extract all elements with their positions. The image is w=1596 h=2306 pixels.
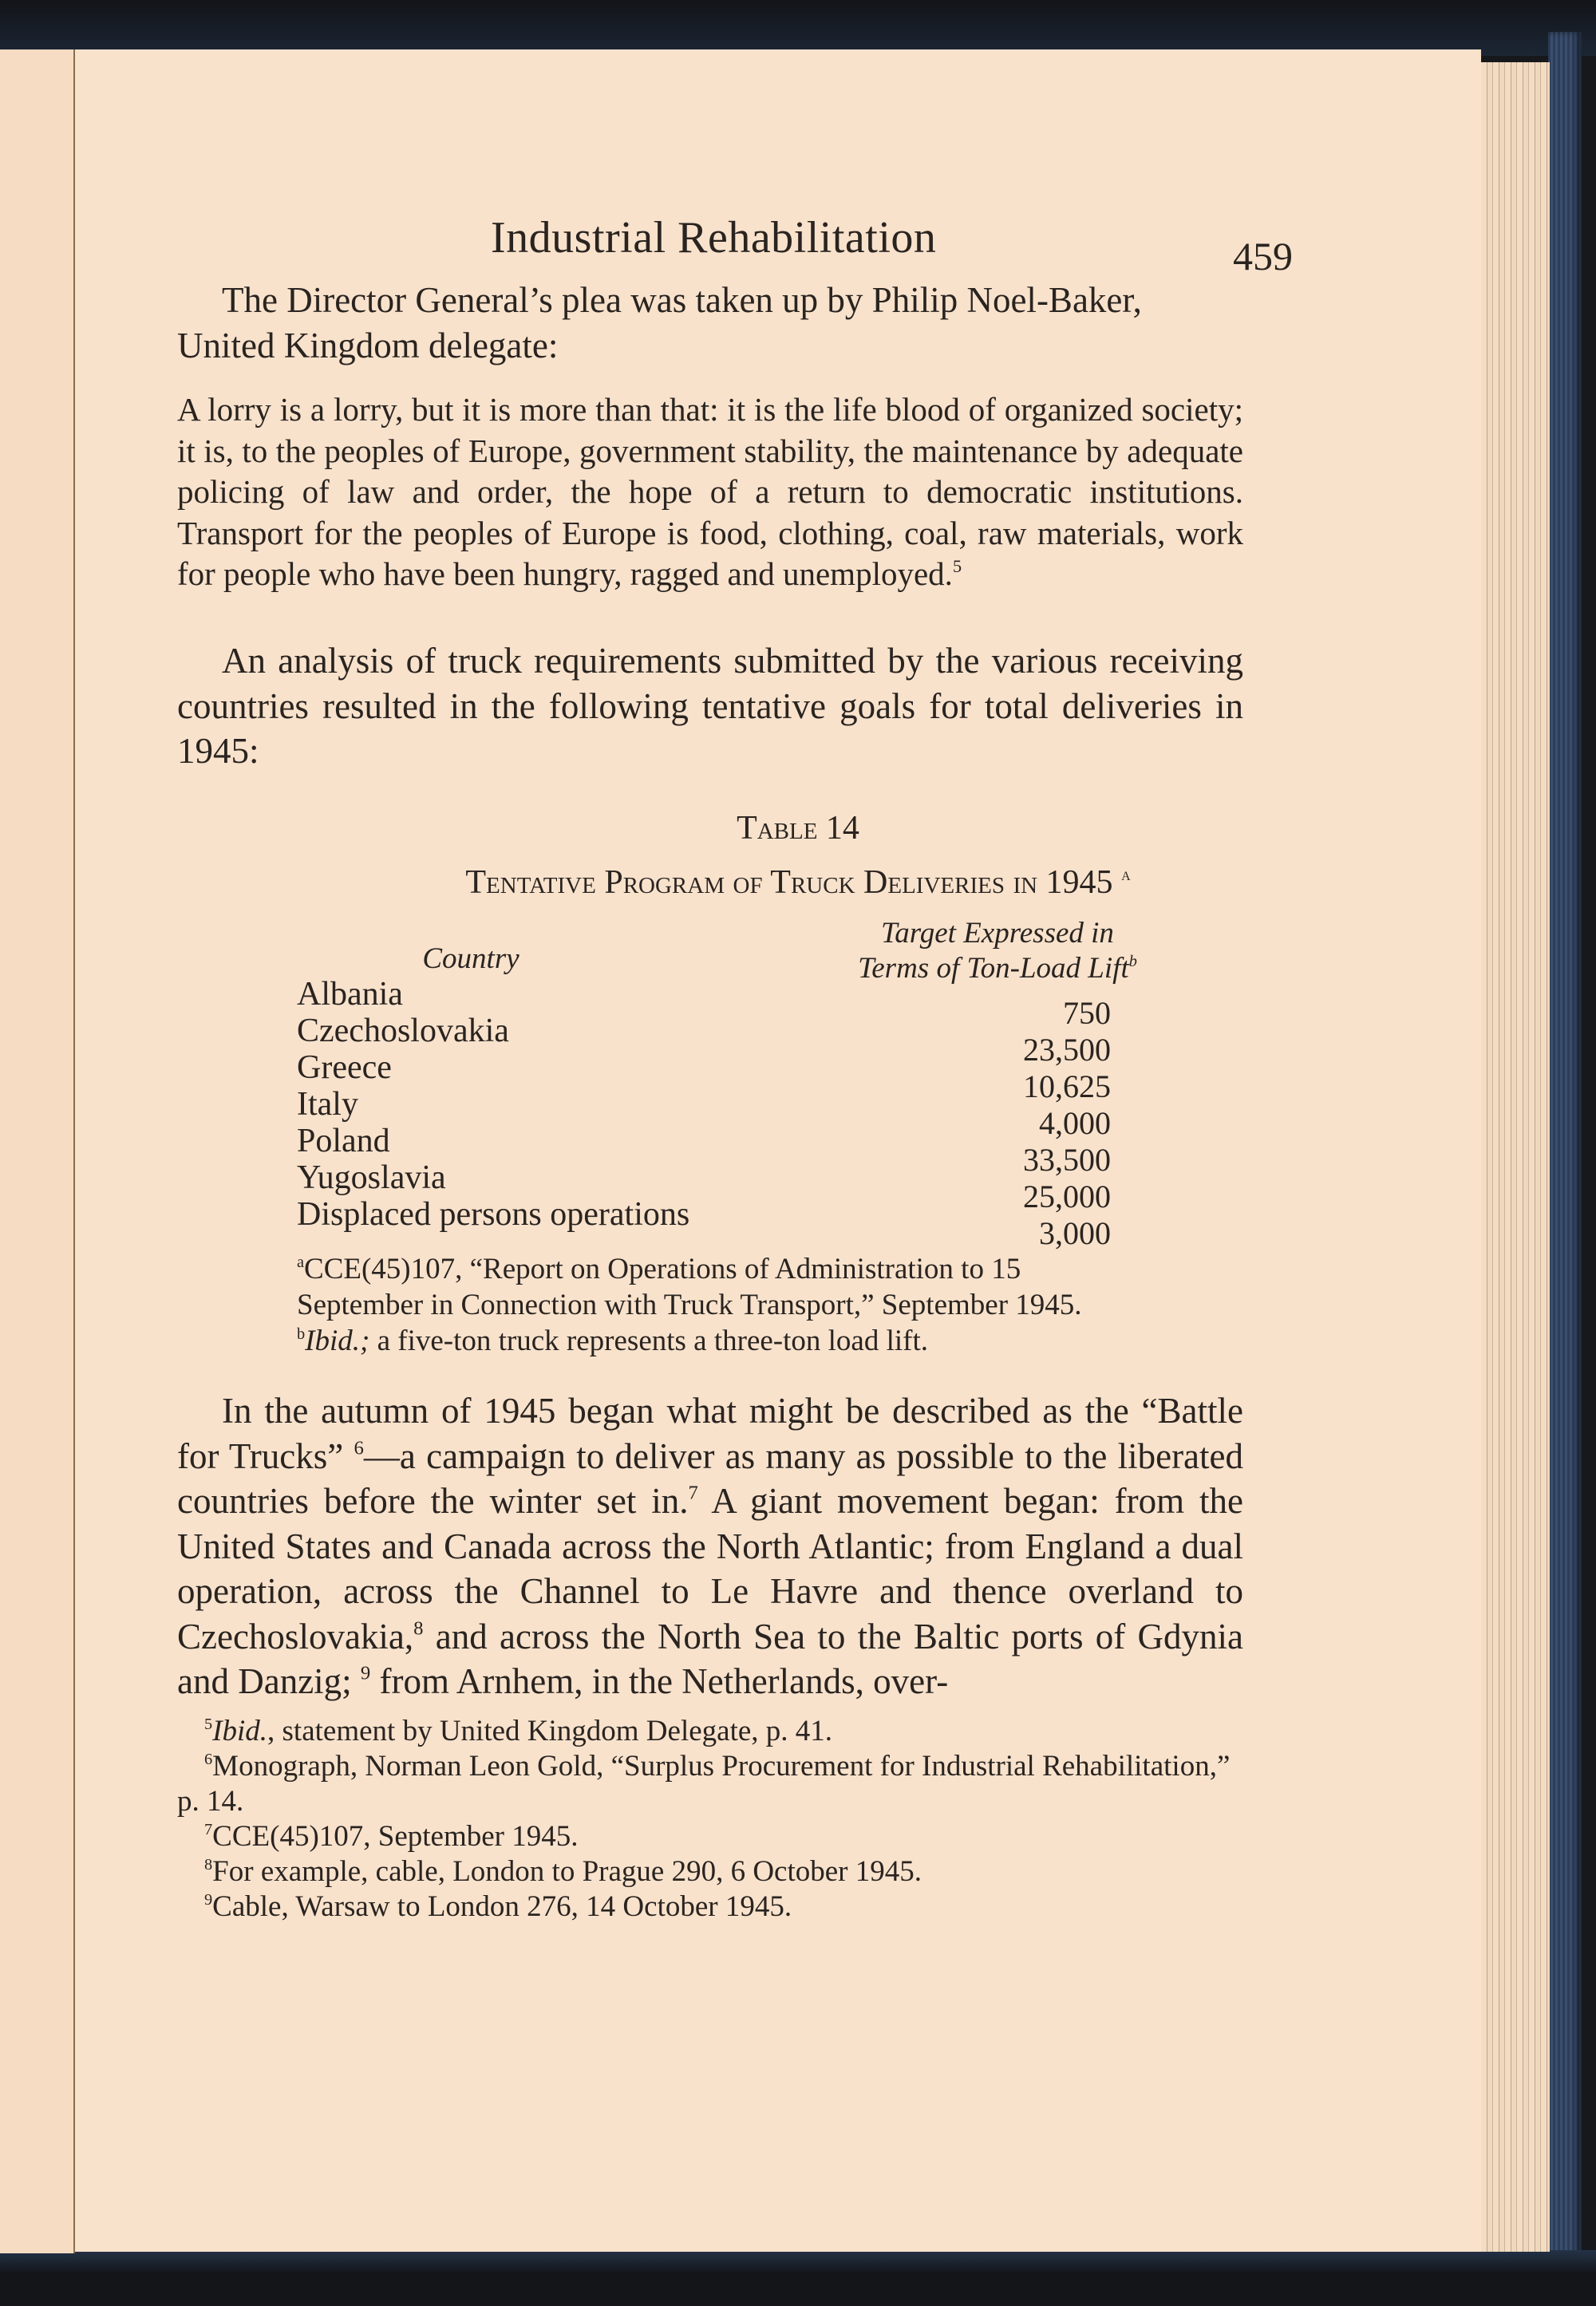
country-cell: Czechoslovakia xyxy=(297,1013,509,1049)
footnote-number: 5 xyxy=(204,1715,213,1733)
column-header-country: Country xyxy=(422,942,519,975)
target-cell: 750 xyxy=(1063,995,1111,1031)
table-title-note: a xyxy=(1121,863,1131,884)
footnote-9 xyxy=(177,1889,1238,1925)
footnote-italic: Ibid. xyxy=(212,1715,268,1747)
footnote-5 xyxy=(177,1714,1238,1749)
table-note-mark: a xyxy=(297,1253,305,1271)
page-number: 459 xyxy=(1233,234,1293,278)
battle-text: A giant movement began: from the United States and Canada across the North Atlantic; from England a dual operation, across the Channel to Le Havre and thence overland to Czechoslovakia, xyxy=(177,1481,1243,1656)
footnote-ref-8: 8 xyxy=(413,1617,424,1640)
country-cell: Displaced persons operations xyxy=(297,1196,690,1233)
page-edges-stack xyxy=(1481,62,1550,2252)
intro-line-2: United Kingdom delegate: xyxy=(177,325,559,365)
footnote-number: 7 xyxy=(204,1820,213,1838)
table-note-a xyxy=(273,1251,1119,1323)
table-notes xyxy=(273,1251,1119,1359)
book-cover-bottom xyxy=(0,2250,1596,2306)
table-title xyxy=(0,863,1596,902)
facing-page-edge xyxy=(0,49,75,2253)
footnote-text: CCE(45)107, September 1945. xyxy=(212,1820,579,1853)
footnote-text: , statement by United Kingdom Delegate, p. 41. xyxy=(267,1715,833,1747)
battle-text: —a campaign to deliver as many as possible to the liberated countries before the winter set in. xyxy=(177,1435,1244,1521)
book-cover-top xyxy=(0,0,1596,56)
country-cell: Poland xyxy=(297,1123,390,1159)
table-row xyxy=(297,1159,1111,1214)
footnote-ref-5: 5 xyxy=(952,556,962,577)
battle-paragraph xyxy=(177,1388,1243,1704)
footnote-7 xyxy=(177,1819,1238,1854)
footnote-ref-9: 9 xyxy=(360,1662,371,1684)
footnote-text: Cable, Warsaw to London 276, 14 October 1945. xyxy=(212,1890,792,1923)
block-quote xyxy=(177,389,1243,595)
battle-text: In the autumn of 1945 began what might be described as the “Battle for Trucks” xyxy=(177,1391,1243,1476)
table-title-text: Tentative Program of Truck Deliveries in 1945 xyxy=(465,864,1113,901)
running-head-title: Industrial Rehabilitation xyxy=(491,213,937,263)
target-cell: 4,000 xyxy=(1039,1105,1111,1141)
quote-text: A lorry is a lorry, but it is more than that: it is the life blood of organized society; it is, to the peoples of Europe, government stability, the maintenance by adequate policing of law and order, the hope of a return to democratic institutions. Transport for the peoples of Europe is food, clothing, coal, raw materials, work for people who have been hungry, ragged and unemployed. xyxy=(177,391,1243,592)
country-cell: Italy xyxy=(297,1086,358,1123)
column-header-target-line2: Terms of Ton-Load Lift xyxy=(858,952,1129,985)
battle-text: from Arnhem, in the Netherlands, over- xyxy=(370,1661,949,1701)
table-note-b xyxy=(273,1323,1119,1359)
column-header-target-note: b xyxy=(1128,952,1137,970)
footnote-text: For example, cable, London to Prague 290, 6 October 1945. xyxy=(212,1855,922,1888)
table-note-text: CCE(45)107, “Report on Operations of Administration to 15 September in Connection with Truck Transport,” September 1945. xyxy=(297,1253,1082,1321)
footnote-number: 8 xyxy=(204,1855,213,1874)
footnote-ref-7: 7 xyxy=(688,1482,698,1504)
battle-text: and across the North Sea to the Baltic ports of Gdynia and Danzig; xyxy=(177,1616,1243,1701)
footnote-number: 9 xyxy=(204,1890,213,1909)
target-cell: 23,500 xyxy=(1023,1032,1111,1068)
analysis-text: An analysis of truck requirements submitted by the various receiving countries resulted in the following tentative goals for total deliveries in 1945: xyxy=(177,641,1243,771)
target-cell: 25,000 xyxy=(1023,1179,1111,1214)
table-row xyxy=(297,1048,1111,1104)
country-cell: Greece xyxy=(297,1049,392,1086)
table-note-text: a five-ton truck represents a three-ton load lift. xyxy=(369,1325,928,1357)
intro-paragraph xyxy=(177,278,1243,368)
footnote-ref-6: 6 xyxy=(354,1437,364,1459)
footnote-8 xyxy=(177,1854,1238,1889)
target-cell: 3,000 xyxy=(1039,1215,1111,1251)
analysis-paragraph xyxy=(177,638,1243,774)
footnote-text: Monograph, Norman Leon Gold, “Surplus Procurement for Industrial Rehabilitation,” p. 14. xyxy=(177,1750,1231,1818)
footnotes xyxy=(177,1714,1238,1925)
table-row xyxy=(297,1195,1111,1251)
column-header-target-line1: Target Expressed in xyxy=(881,917,1114,950)
table-label: Table 14 xyxy=(737,810,859,847)
footnote-6 xyxy=(177,1749,1238,1819)
table-note-mark: b xyxy=(297,1325,306,1343)
footnote-number: 6 xyxy=(204,1750,213,1768)
intro-line-1: The Director General’s plea was taken up by Philip Noel-Baker, xyxy=(222,280,1142,320)
target-cell: 10,625 xyxy=(1023,1068,1111,1104)
country-cell: Albania xyxy=(297,976,403,1013)
book-cover-cloth xyxy=(1548,32,1582,2274)
country-cell: Yugoslavia xyxy=(297,1159,446,1196)
table-note-italic: Ibid.; xyxy=(305,1325,370,1357)
target-cell: 33,500 xyxy=(1023,1142,1111,1178)
